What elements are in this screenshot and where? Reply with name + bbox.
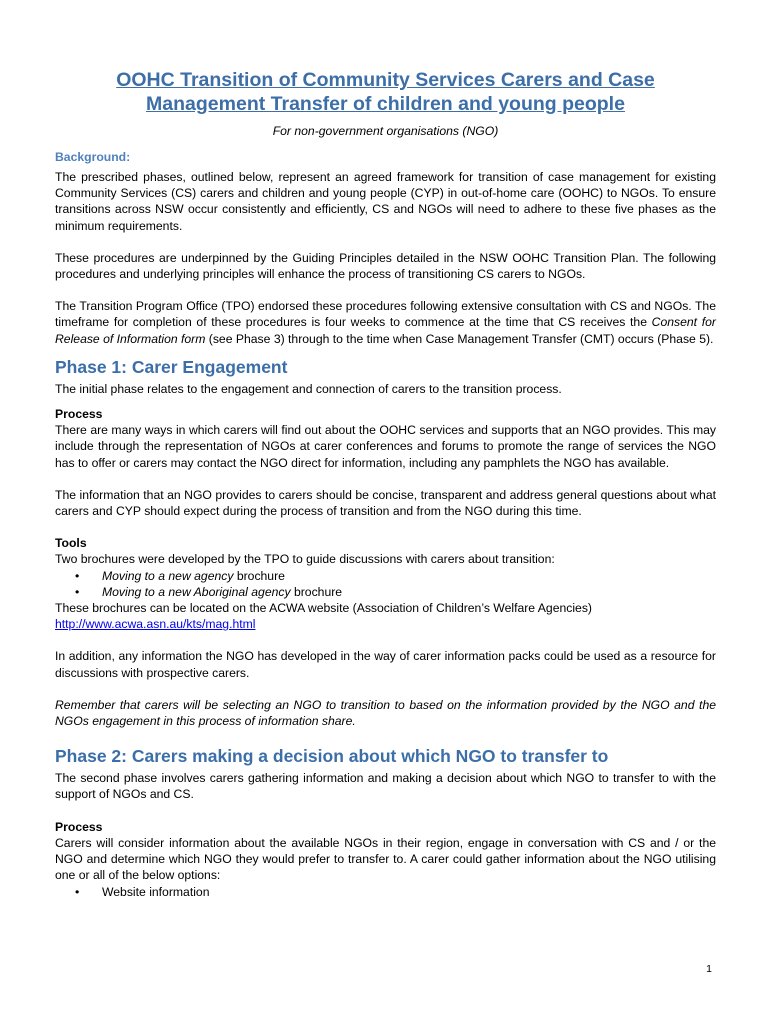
background-paragraph-2: These procedures are underpinned by the Guiding Principles detailed in the NSW OOHC Transition Plan. The following procedures and underlying principles will enhance the process of transitioning CS carers to NGOs. bbox=[55, 250, 716, 282]
background-p3-text-b: (see Phase 3) through to the time when Case Management Transfer (CMT) occurs (Phase 5). bbox=[205, 331, 714, 346]
phase-1-process-paragraph-1: There are many ways in which carers will find out about the OOHC services and supports that an NGO provides. This may include through the representation of NGOs at carer conferences and forums to promote the range of services the NGO has to offer or carers may contact the NGO direct for information, including any pamphlets the NGO has available. bbox=[55, 423, 716, 470]
phase-2-heading: Phase 2: Carers making a decision about which NGO to transfer to bbox=[55, 746, 609, 767]
brochure-title: Moving to a new Aboriginal agency bbox=[102, 584, 291, 599]
phase-2-process-heading: Process bbox=[55, 819, 103, 834]
background-paragraph-3 bbox=[55, 298, 716, 347]
phase-1-addition: In addition, any information the NGO has developed in the way of carer information packs could be used as a resource for discussions with prospective carers. bbox=[55, 649, 716, 680]
background-paragraph-1: The prescribed phases, outlined below, represent an agreed framework for transition of case management for existing Community Services (CS) carers and children and young people (CYP) in out-of-home care (OOHC) to NGOs. To ensure transitions across NSW occur consistently and efficiently, CS and NGOs will need to adhere to these five phases as the minimum requirements. bbox=[55, 170, 716, 233]
brochure-title: Moving to a new agency bbox=[102, 568, 234, 583]
page-number: 1 bbox=[706, 963, 712, 975]
list-item bbox=[55, 584, 716, 600]
phase-1-tools-location: These brochures can be located on the ACWA website (Association of Children’s Welfare Agencies) bbox=[55, 601, 592, 616]
bullet-icon: • bbox=[75, 884, 80, 899]
list-item bbox=[55, 884, 716, 900]
brochure-suffix: brochure bbox=[290, 584, 343, 599]
option-text: Website information bbox=[102, 884, 210, 899]
phase-1-process-paragraph-2: The information that an NGO provides to carers should be concise, transparent and address general questions about what carers and CYP should expect during the process of transition and from the NGO during this time. bbox=[55, 487, 716, 519]
bullet-icon: • bbox=[75, 584, 80, 599]
document-content bbox=[55, 68, 716, 900]
brochure-suffix: brochure bbox=[233, 568, 285, 583]
background-p3-text-a: The Transition Program Office (TPO) endorsed these procedures following extensive consultation with CS and NGOs. The timeframe for completion of these procedures is four weeks to commence at the time that CS receives the bbox=[55, 299, 716, 330]
phase-1-tools-intro: Two brochures were developed by the TPO to guide discussions with carers about transition: bbox=[55, 552, 555, 567]
phase-1-tools-heading: Tools bbox=[55, 536, 87, 551]
phase-1-heading: Phase 1: Carer Engagement bbox=[55, 356, 288, 377]
brochure-list bbox=[55, 568, 716, 600]
phase-2-process-paragraph-1: Carers will consider information about the available NGOs in their region, engage in conversation with CS and / or the NGO and determine which NGO they would prefer to transfer to. A carer could gather information about the NGO utilising one or all of the below options: bbox=[55, 835, 716, 883]
title-line-1: OOHC Transition of Community Services Carers and Case bbox=[116, 69, 655, 91]
options-list bbox=[55, 884, 716, 900]
list-item bbox=[55, 568, 716, 584]
consent-form-name: Consent for Release of Information form bbox=[55, 315, 716, 346]
acwa-link[interactable]: http://www.acwa.asn.au/kts/mag.html bbox=[55, 617, 256, 632]
phase-1-intro: The initial phase relates to the engagement and connection of carers to the transition process. bbox=[55, 381, 562, 396]
document-title bbox=[55, 68, 716, 116]
phase-2-intro: The second phase involves carers gathering information and making a decision about which NGO to transfer to with the support of NGOs and CS. bbox=[55, 771, 716, 802]
bullet-icon: • bbox=[75, 568, 80, 583]
title-line-2: Management Transfer of children and young people bbox=[146, 93, 625, 115]
background-heading: Background: bbox=[55, 150, 131, 164]
remember-text: Remember that carers will be selecting an NGO to transition to based on the information provided by the NGO and the NGOs engagement in this process of information share. bbox=[55, 697, 716, 729]
document-subtitle: For non-government organisations (NGO) bbox=[272, 124, 499, 138]
phase-1-process-heading: Process bbox=[55, 407, 103, 422]
phase-1-remember-note bbox=[55, 697, 716, 729]
